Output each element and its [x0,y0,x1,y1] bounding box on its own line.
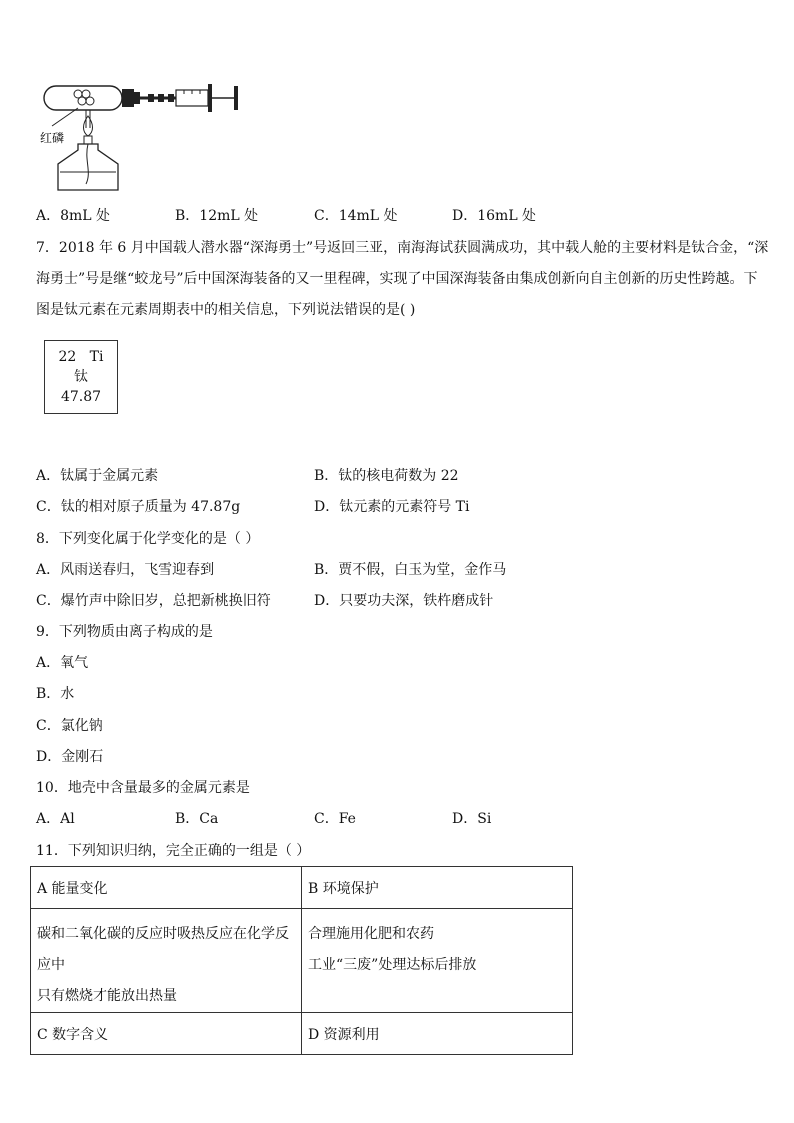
q11-cell-d-title: D 资源利用 [302,1013,573,1055]
q9-option-a: A．氧气 [36,655,89,671]
q8-option-c: C．爆竹声中除旧岁，总把新桃换旧符 [36,593,271,609]
q8-option-b: B．贾不假，白玉为堂，金作马 [314,562,507,578]
q11-cell-a-line-1: 碳和二氧化碳的反应时吸热反应在化学反应中 [37,926,289,973]
element-name: 钛 [74,369,88,385]
q9-option-b: B．水 [36,686,75,702]
q11-cell-b-title: B 环境保护 [302,867,573,909]
q11-cell-a-body [31,909,302,1013]
q6-option-d: D．16mL 处 [452,208,537,224]
q11-cell-c-title: C 数字含义 [31,1013,302,1055]
element-number-symbol [45,347,117,367]
q7-stem-line-2: 海勇士”号是继“蛟龙号”后中国深海装备的又一里程碑，实现了中国深海装备由集成创新向自主创新的历史性跨越。下 [36,271,758,287]
element-atomic-number: 22 [58,349,77,365]
q7-stem-line-3: 图是钛元素在元素周期表中的相关信息，下列说法错误的是( ) [36,302,416,318]
element-symbol: Ti [89,349,104,365]
q7-option-a: A．钛属于金属元素 [36,468,159,484]
q9-option-d: D．金刚石 [36,749,104,765]
q10-option-a: A．Al [36,811,75,827]
q11-cell-b-body [302,909,573,1013]
q10-option-b: B．Ca [175,811,219,827]
q11-cell-a-title: A 能量变化 [31,867,302,909]
q8-option-a: A．风雨送春归，飞雪迎春到 [36,562,215,578]
q8-stem: 8．下列变化属于化学变化的是（ ） [36,531,260,547]
element-atomic-mass: 47.87 [60,389,102,405]
q7-option-c: C．钛的相对原子质量为 47.87g [36,499,241,515]
q10-stem: 10．地壳中含量最多的金属元素是 [36,780,250,796]
q11-cell-b-line-2: 工业“三废”处理达标后排放 [308,957,477,973]
q11-knowledge-table [30,866,573,1055]
q10-option-d: D．Si [452,811,492,827]
q8-option-d: D．只要功夫深，铁杵磨成针 [314,593,494,609]
q10-option-c: C．Fe [314,811,356,827]
q7-option-d: D．钛元素的元素符号 Ti [314,499,470,515]
titanium-element-card [44,340,118,414]
q11-cell-a-line-2: 只有燃烧才能放出热量 [37,988,177,1004]
q7-option-b: B．钛的核电荷数为 22 [314,468,459,484]
q9-stem: 9．下列物质由离子构成的是 [36,624,213,640]
q11-cell-b-line-1: 合理施用化肥和农药 [308,926,434,942]
q11-stem: 11．下列知识归纳，完全正确的一组是（ ） [36,843,311,859]
q6-option-b: B．12mL 处 [175,208,259,224]
red-phosphorus-apparatus-diagram [38,80,248,195]
q6-option-c: C．14mL 处 [314,208,398,224]
q9-option-c: C．氯化钠 [36,718,103,734]
q6-option-a: A．8mL 处 [36,208,111,224]
red-phosphorus-label: 红磷 [40,131,65,145]
q7-stem-line-1: 7．2018 年 6 月中国载人潜水器“深海勇士”号返回三亚，南海海试获圆满成功，其中载人舱的主要材料是钛合金，“深 [36,240,769,256]
